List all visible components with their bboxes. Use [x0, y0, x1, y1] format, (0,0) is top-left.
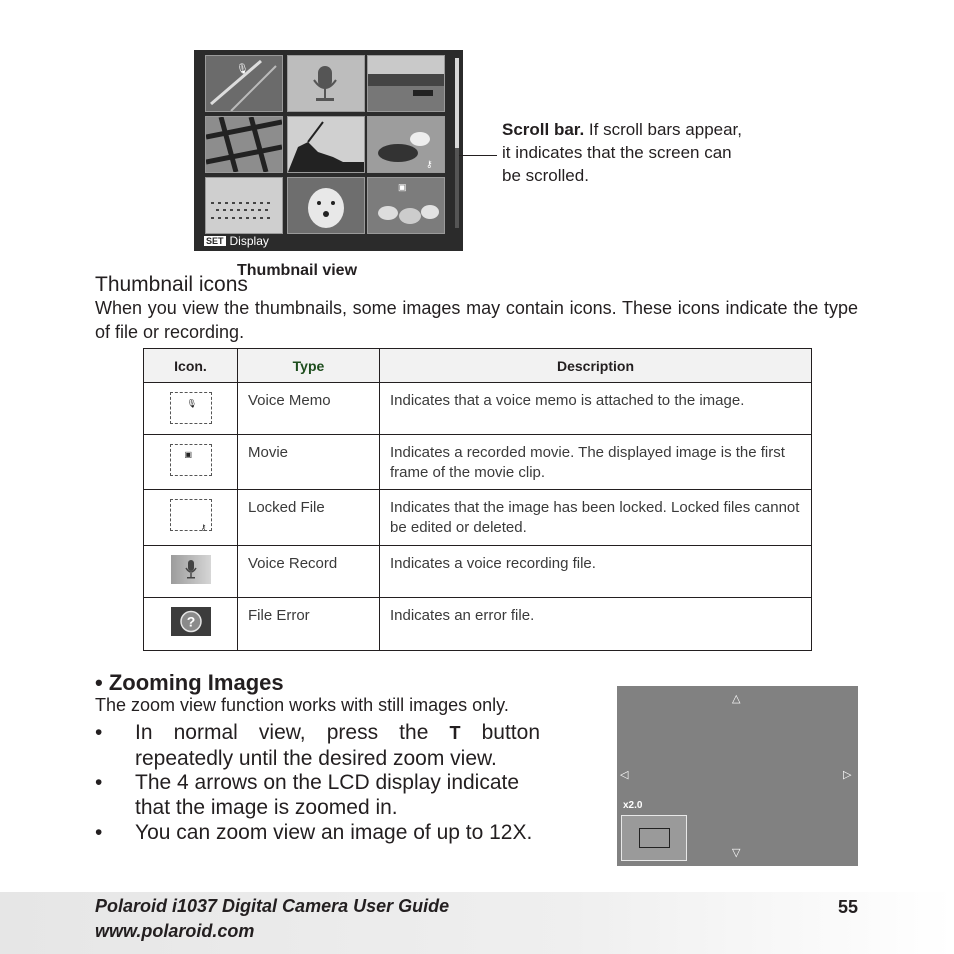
bullet-dot: •: [95, 721, 103, 744]
description-cell: Indicates a recorded movie. The displayed image is the first frame of the movie clip.: [380, 435, 812, 490]
header-icon: Icon.: [144, 349, 238, 383]
arrow-down-icon: ▽: [732, 847, 741, 859]
header-description: Description: [380, 349, 812, 383]
icon-cell: [144, 383, 238, 435]
type-cell: Locked File: [238, 490, 380, 546]
arrow-right-icon: ▷: [843, 769, 852, 781]
bullet-text-part: button repeatedly until the desired zoom view.: [135, 721, 540, 770]
zoom-navigator: [621, 815, 687, 861]
voice-memo-icon: 🎙: [170, 392, 212, 424]
display-hint: [204, 234, 269, 248]
table-header-row: [144, 349, 812, 383]
arrow-left-icon: ◁: [620, 769, 629, 781]
zoom-region-box: [639, 828, 670, 848]
thumbnail-image[interactable]: [287, 55, 365, 112]
bullet-text: [135, 720, 540, 771]
icon-cell: [144, 490, 238, 546]
callout-line: [459, 155, 497, 156]
description-cell: Indicates that the image has been locked. Locked files cannot be edited or deleted.: [380, 490, 812, 546]
table-row: [144, 383, 812, 435]
scroll-bar-callout: [502, 118, 752, 187]
callout-bold: Scroll bar.: [502, 120, 585, 139]
thumbnail-image[interactable]: [287, 116, 365, 173]
t-key: T: [449, 723, 461, 743]
question-icon: [171, 607, 211, 636]
table-row: [144, 598, 812, 651]
display-label: Display: [229, 234, 269, 248]
header-type: Type: [238, 349, 380, 383]
icon-cell: [144, 546, 238, 598]
microphone-icon: [171, 555, 211, 584]
icon-cell: [144, 598, 238, 651]
type-cell: Voice Memo: [238, 383, 380, 435]
bullet-text: The 4 arrows on the LCD display indicate that the image is zoomed in.: [135, 771, 520, 819]
svg-text:⚷: ⚷: [426, 159, 433, 169]
footer-url[interactable]: www.polaroid.com: [95, 921, 255, 941]
thumbnail-image[interactable]: [205, 177, 283, 234]
thumbnail-image[interactable]: [367, 116, 445, 173]
thumbnail-screen: [194, 50, 463, 251]
zoom-section-title: • Zooming Images: [95, 670, 284, 695]
zoom-intro: The zoom view function works with still images only.: [95, 695, 509, 715]
bullet-text-part: In normal view, press the: [135, 721, 450, 744]
scroll-bar[interactable]: [455, 58, 459, 148]
bullet-dot: •: [95, 771, 103, 794]
table-row: [144, 490, 812, 546]
type-cell: Voice Record: [238, 546, 380, 598]
svg-text:🎙: 🎙: [236, 64, 249, 75]
svg-text:?: ?: [186, 613, 195, 630]
thumbnail-image[interactable]: [367, 55, 445, 112]
icon-cell: [144, 435, 238, 490]
footer-title: Polaroid i1037 Digital Camera User Guide: [95, 896, 450, 916]
zoom-screen: [617, 686, 858, 866]
intro-paragraph: When you view the thumbnails, some images may contain icons. These icons indicate the type of file or recording.: [95, 298, 858, 342]
key-icon: ⚷: [170, 499, 212, 531]
thumbnail-image[interactable]: [205, 116, 283, 173]
bullet-dot: •: [95, 821, 103, 844]
type-cell: File Error: [238, 598, 380, 651]
zoom-factor: x2.0: [623, 800, 643, 811]
type-cell: Movie: [238, 435, 380, 490]
description-cell: Indicates a voice recording file.: [380, 546, 812, 598]
page-number: 55: [838, 897, 859, 917]
movie-icon: ▣: [170, 444, 212, 476]
description-cell: Indicates that a voice memo is attached to the image.: [380, 383, 812, 435]
table-row: [144, 435, 812, 490]
thumbnail-image[interactable]: [287, 177, 365, 234]
table-row: [144, 546, 812, 598]
arrow-up-icon: △: [732, 693, 741, 705]
icon-table: [143, 348, 812, 651]
thumbnail-image[interactable]: [367, 177, 445, 234]
section-title: Thumbnail icons: [95, 273, 248, 296]
thumbnail-image[interactable]: [205, 55, 283, 112]
bullet-text: You can zoom view an image of up to 12X.: [135, 821, 533, 844]
svg-text:▣: ▣: [398, 182, 407, 192]
callout-text: If scroll bars appear, it indicates that the screen can be scrolled.: [502, 120, 743, 185]
set-badge: SET: [206, 236, 224, 246]
description-cell: Indicates an error file.: [380, 598, 812, 651]
thumbnail-caption: Thumbnail view: [237, 262, 358, 279]
